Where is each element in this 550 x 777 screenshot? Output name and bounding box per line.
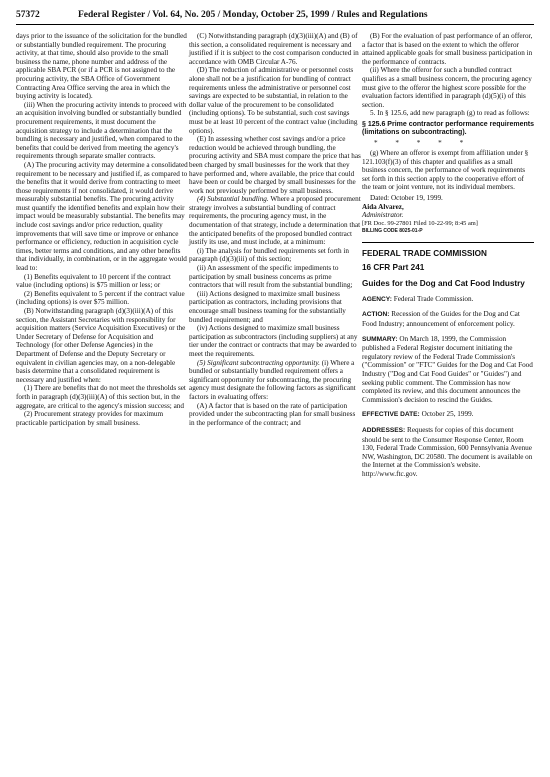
agency-heading: FEDERAL TRADE COMMISSION xyxy=(362,249,487,259)
agency-label: AGENCY: xyxy=(362,295,392,303)
paragraph: (1) There are benefits that do not meet the thresholds set forth in paragraph (d)(3)(iii)(A) of this section but, in the aggregate, are critical to the agency's mission success; and xyxy=(16,384,186,410)
summary-label: SUMMARY: xyxy=(362,335,398,343)
summary-block xyxy=(362,335,534,405)
column-2 xyxy=(189,32,361,427)
dated-line: Dated: October 19, 1999. xyxy=(370,193,443,202)
header-rule xyxy=(16,24,534,25)
addresses-label: ADDRESSES: xyxy=(362,427,406,435)
paragraph: (A) The procuring activity may determine a consolidated requirement to be necessary and justified if, as compared to the benefits that it would derive from contracting to meet those requirements if not consolidated, it would derive measurably substantial benefits. The procuring activity must quantify the identified benefits and explain how their impact would be measurably substantial. The benefits may include cost savings and/or price reduction, quality improvements that will save time or improve or enhance performance or efficiency, reduction in acquisition cycle times, better terms and conditions, and any other benefits that individually, in combination, or in the aggregate would lead to: xyxy=(16,160,188,273)
paragraph-text: (i) Where a bundled or substantially bundled requirement offers a significant opportunity for subcontracting, the procuring agency must designate the following factors as significant factors in evaluating offers: xyxy=(189,358,356,401)
paragraph-heading: (4) Substantial bundling. xyxy=(197,195,269,204)
signer-title: Administrator. xyxy=(362,211,404,220)
paragraph: (C) Notwithstanding paragraph (d)(3)(iii)(A) and (B) of this section, a consolidated requirement is necessary and justified if it is subject to the cost comparison conducted in accordance with OMB Circular A-76. xyxy=(189,32,359,66)
action-text: Recession of the Guides for the Dog and Cat Food Industry; announcement of enforcement policy. xyxy=(362,310,520,329)
column-1 xyxy=(16,32,188,427)
paragraph: (1) Benefits equivalent to 10 percent if the contract value (including options) is $75 million or less; or xyxy=(16,272,171,290)
paragraph: (D) The reduction of administrative or personnel costs alone shall not be a justification for bundling of contract requirements unless the administrative or personnel cost savings are expected to be substantial, in relation to the dollar value of the procurement to be consolidated (including options). To be substantial, such cost savings must be at least 10 percent of the contract value (including options). xyxy=(189,66,358,135)
paragraph: (g) Where an offeror is exempt from affiliation under § 121.103(f)(3) of this chapter and qualifies as a small business concern, the performance of work requirements set forth in this section apply to the cooperative effort of the team or joint venture, not its individual members. xyxy=(362,148,529,192)
paragraph: (E) In assessing whether cost savings and/or a price reduction would be achieved through bundling, the procuring activity and SBA must compare the price that has been charged by small businesses for the work that they have performed and, where available, the price that could have been or could be charged by small businesses for the work not previously performed by small business. xyxy=(189,135,361,195)
signer-name: Aida Alvarez, xyxy=(362,202,404,211)
agency-text: Federal Trade Commission. xyxy=(393,294,474,303)
paragraph: (iv) Actions designed to maximize small business participation as subcontractors (including suppliers) at any tier under the contract or contracts that may be awarded to meet the requirements. xyxy=(189,324,358,358)
effective-label: EFFECTIVE DATE: xyxy=(362,411,420,419)
action-block xyxy=(362,310,534,328)
paragraph: (iii) When the procuring activity intends to proceed with an acquisition involving bundled or substantially bundled procurement requirements, it must document the acquisition strategy to include a determination that the bundling is necessary and justified, when compared to the benefits that could be derived from meeting the agency's requirements through separate smaller contracts. xyxy=(16,100,187,161)
paragraph: (i) The analysis for bundled requirements set forth in paragraph (d)(3)(iii) of this section; xyxy=(189,246,349,264)
fr-doc-line: [FR Doc. 99-27801 Filed 10-22-99; 8:45 am] xyxy=(362,219,478,227)
page-header xyxy=(16,10,534,20)
agency-block xyxy=(362,295,534,305)
paragraph: (2) Procurement strategy provides for maximum practicable participation by small business. xyxy=(16,410,164,427)
paragraph: (A) A factor that is based on the rate of participation provided under the subcontracting plan for small business in the performance of the contract; and xyxy=(189,401,356,427)
paragraph: (2) Benefits equivalent to 5 percent if the contract value (including options) is over $75 million. xyxy=(16,289,185,307)
paragraph-heading: (5) Significant subcontracting opportunity. xyxy=(197,358,320,367)
action-label: ACTION: xyxy=(362,311,390,319)
paragraph xyxy=(189,195,361,247)
paragraph xyxy=(189,359,361,402)
paragraph: days prior to the issuance of the solicitation for the bundled or substantially bundled requirement. The procuring activity, at that time, should also provide to the small business the name, phone number and address of the applicable SBA PCR (or if a PCR is not assigned to the procuring activity, the SBA Office of Government Contracting Area Office serving the area in which the buying activity is located). xyxy=(16,32,187,101)
paragraph: 5. In § 125.6, add new paragraph (g) to read as follows: xyxy=(370,109,530,118)
omission-stars: * * * * * xyxy=(374,139,472,148)
document-title: Guides for the Dog and Cat Food Industry xyxy=(362,279,525,289)
billing-code: BILLING CODE 8025-01-P xyxy=(362,228,423,235)
paragraph: (ii) An assessment of the specific impediments to participation by small business concerns as prime contractors that will result from the substantial bundling; xyxy=(189,264,353,290)
paragraph: (B) Notwithstanding paragraph (d)(3)(iii)(A) of this section, the Assistant Secretaries with responsibility for acquisition matters (Service Acquisition Executives) or the Under Secretary of Defense for Acquisition and Technology (for other Defense Agencies) in the Department of Defense and the Deputy Secretary or equivalent in civilian agencies may, on a non-delegable basis determine that a consolidated requirement is necessary and justified when: xyxy=(16,307,186,384)
effective-date-block xyxy=(362,410,534,420)
paragraph-text: Where a proposed procurement strategy involves a substantial bundling of contract requirements, the procuring agency must, in the documentation of that strategy, include a determination that the anticipated benefits of the proposed bundled contract justify its use, and must include, at a minimum: xyxy=(189,195,361,247)
effective-text: October 25, 1999. xyxy=(421,410,474,419)
summary-text: On March 18, 1999, the Commission published a Federal Register document initiating the regulatory review of the Federal Trade Commission's ("Commission" or "FTC" Guides for the Dog and Cat Food Industry ("Dog and Cat Food Guides" or "Guides") and seeking public comment. The Commission has now completed its review, and this document announces the Commission's decision to rescind the Guides. xyxy=(362,334,533,404)
paragraph: (iii) Actions designed to maximize small business participation as contractors, including provisions that encourage small business teaming for the substantially bundled requirement; and xyxy=(189,289,346,324)
page-number: 57372 xyxy=(16,10,40,20)
section-divider xyxy=(362,242,534,243)
addresses-block xyxy=(362,426,534,479)
running-head: Federal Register / Vol. 64, No. 205 / Monday, October 25, 1999 / Rules and Regulations xyxy=(78,10,428,20)
paragraph: (ii) Where the offeror for such a bundled contract qualifies as a small business concern, the procuring agency must give to the offeror the highest score possible for the evaluation factors identified in paragraph (d)(5)(i) of this section. xyxy=(362,66,532,109)
section-title: § 125.6 Prime contractor performance requirements (limitations on subcontracting). xyxy=(362,120,534,137)
column-3 xyxy=(362,32,534,485)
addresses-text: Requests for copies of this document should be sent to the Consumer Response Center, Room 130, Federal Trade Commission, 600 Pennsylvania Avenue NW, Washington, DC 20580. The document is available on the Internet at the Commission's website. http://www.ftc.gov. xyxy=(362,426,533,478)
cfr-part: 16 CFR Part 241 xyxy=(362,263,425,273)
paragraph: (B) For the evaluation of past performance of an offeror, a factor that is based on the extent to which the offeror attained applicable goals for small business participation in the performance of contracts. xyxy=(362,32,533,66)
